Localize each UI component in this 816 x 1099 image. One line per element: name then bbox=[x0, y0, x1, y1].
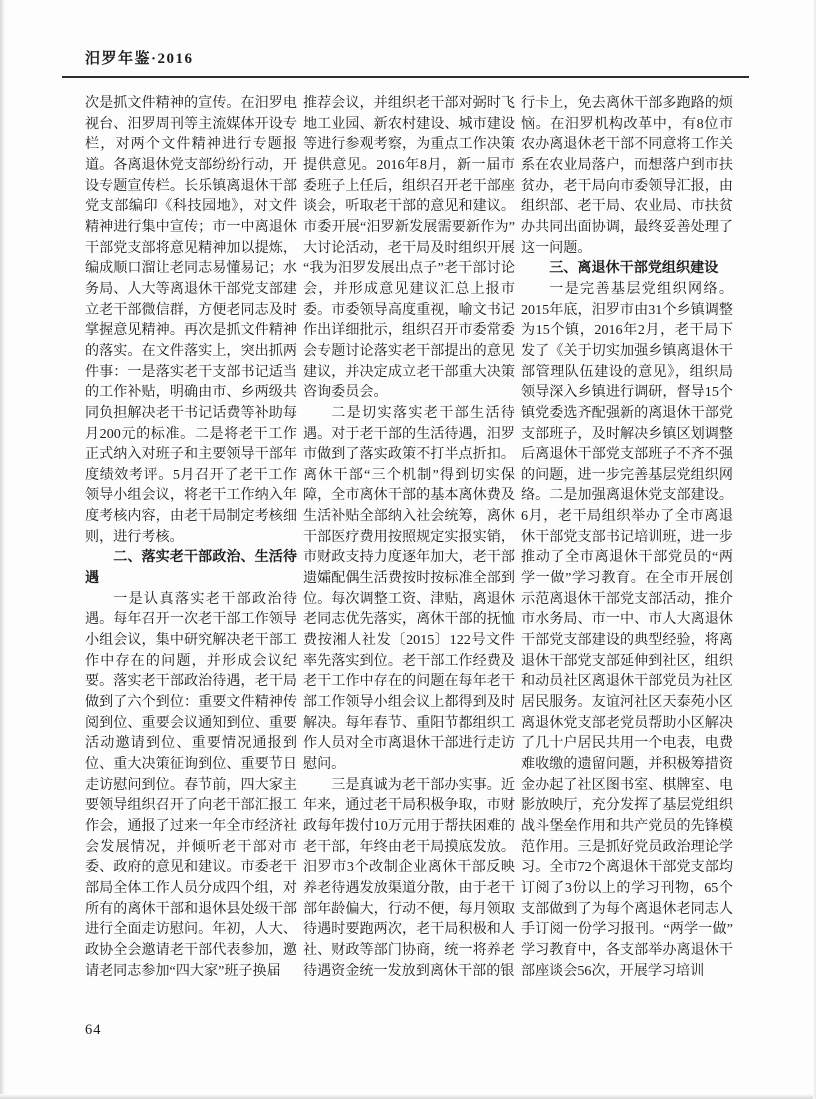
paragraph: 二是切实落实老干部生活待遇。对于老干部的生活待遇，汨罗市做到了落实政策不打半点折扣。离休干部“三个机制”得到切实保障，全市离休干部的基本离休费及生活补贴全部纳入社会统筹，离休干部医疗费用按照规定实报实销，市财政支持力度逐年加大，老干部遗孀配偶生活费按时按标准全部到位。每次调整工资、津贴，离退休老同志优先落实，离休干部的抚恤费按湘人社发〔2015〕122号文件率先落实到位。老干部工作经费及老干工作中存在的问题在每年老干部工作领导小组会议上都得到及时解决。每年春节、重阳节都组织工作人员对全市离退休干部进行走访慰问。 bbox=[303, 404, 515, 772]
page-scan-edge-bottom bbox=[0, 1094, 816, 1099]
text-column-2 bbox=[303, 93, 515, 981]
section-heading: 二、落实老干部政治、生活待遇 bbox=[85, 549, 297, 587]
header-rule bbox=[62, 76, 749, 78]
text-column-1 bbox=[85, 93, 297, 981]
text-column-3 bbox=[521, 93, 733, 981]
section-heading: 三、离退休干部党组织建设 bbox=[549, 260, 719, 277]
paragraph: 次是抓文件精神的宣传。在汨罗电视台、汨罗周刊等主流媒体开设专栏，对两个文件精神进行专题报道。各离退休党支部纷纷行动，开设专题宣传栏。长乐镇离退休干部党支部编印《科技园地》，对文件精神进行集中宣传；市一中离退休干部党支部将意见精神加以提炼，编成顺口溜让老同志易懂易记；水务局、人大等离退休干部党支部建立老干部微信群，方便老同志及时掌握意见精神。再次是抓文件精神的落实。在文件落实上，突出抓两件事：一是落实老干支部书记适当的工作补贴，明确由市、乡两级共同负担解决老干书记话费等补助每月200元的标准。二是将老干工作正式纳入对班子和主要领导干部年度绩效考评。5月召开了老干工作领导小组会议，将老干工作纳入年度考核内容，由老干局制定考核细则，进行考核。 bbox=[85, 95, 297, 545]
paragraph: 一是认真落实老干部政治待遇。每年召开一次老干部工作领导小组会议，集中研究解决老干部工作中存在的问题，并形成会议纪要。落实老干部政治待遇，老干局做到了六个到位：重要文件精神传阅到位、重要会议通知到位、重要活动邀请到位、重要情况通报到位、重大决策征询到位、重要节日走访慰问到位。春节前，四大家主要领导组织召开了向老干部汇报工作会，通报了过来一年全市经济社会发展情况，并倾听老干部对市委、政府的意见和建议。市委老干部局全体工作人员分成四个组，对所有的离休干部和退休县处级干部进行全面走访慰问。年初，人大、政协全会邀请老干部代表参加，邀请老同志参加“四大家”班子换届 bbox=[85, 590, 297, 979]
yearbook-header-title: 汨罗年鉴·2016 bbox=[85, 51, 194, 67]
paragraph: 推荐会议，并组织老干部对弼时飞地工业园、新农村建设、城市建设等进行参观考察，为重点工作决策提供意见。2016年8月，新一届市委班子上任后，组织召开老干部座谈会，听取老干部的意见和建议。市委开展“汨罗新发展需要新作为”大讨论活动，老干局及时组织开展“我为汨罗发展出点子”老干部讨论会，并形成意见建议汇总上报市委。市委领导高度重视，喻文书记作出详细批示，组织召开市委常委会专题讨论落实老干部提出的意见建议，并决定成立老干部重大决策咨询委员会。 bbox=[303, 95, 515, 401]
page-number: 64 bbox=[85, 1022, 102, 1038]
article-columns bbox=[85, 93, 733, 981]
page-scan-edge-left bbox=[0, 0, 5, 1099]
paragraph: 一是完善基层党组织网络。2015年底，汨罗市由31个乡镇调整为15个镇，2016年2月，老干局下发了《关于切实加强乡镇离退休干部管理队伍建设的意见》，组织局领导深入乡镇进行调研，督导15个镇党委选齐配强新的离退休干部党支部班子，及时解决乡镇区划调整后离退休干部党支部班子不齐不强的问题，进一步完善基层党组织网络。二是加强离退休党支部建设。6月，老干局组织举办了全市离退休干部党支部书记培训班，进一步推动了全市离退休干部党员的“两学一做”学习教育。在全市开展创示范离退休干部党支部活动，推介市水务局、市一中、市人大离退休干部党支部建设的典型经验，将离退休干部党支部延伸到社区，组织和动员社区离退休干部党员为社区居民服务。友谊河社区天泰苑小区离退休党支部老党员帮助小区解决了几十户居民共用一个电表，电费难收缴的遗留问题，并积极筹措资金办起了社区图书室、棋牌室、电影放映厅，充分发挥了基层党组织战斗堡垒作用和共产党员的先锋模范作用。三是抓好党员政治理论学习。全市72个离退休干部党支部均订阅了3份以上的学习刊物，65个支部做到了为每个离退休老同志人手订阅一份学习报刊。“两学一做”学习教育中，各支部举办离退休干部座谈会56次，开展学习培训 bbox=[521, 280, 733, 979]
paragraph: 三是真诚为老干部办实事。近年来，通过老干局积极争取，市财政每年拨付10万元用于帮扶困难的老干部，年终由老干局摸底发放。汨罗市3个改制企业离休干部反映养老待遇发放渠道分散，由于老干部年龄偏大，行动不便，每月领取待遇时要跑两次，老干局积极和人社、财政等部门协商，统一将养老待遇资金统一发放到离休干部的银 bbox=[303, 776, 515, 979]
paragraph: 行卡上，免去离休干部多跑路的烦恼。在汨罗机构改革中，有8位市农办离退休老干部不同意将工作关系在农业局落户，而想落户到市扶贫办，老干局向市委领导汇报，由组织部、老干局、农业局、市扶贫办共同出面协调，最终妥善处理了这一问题。 bbox=[521, 95, 733, 256]
